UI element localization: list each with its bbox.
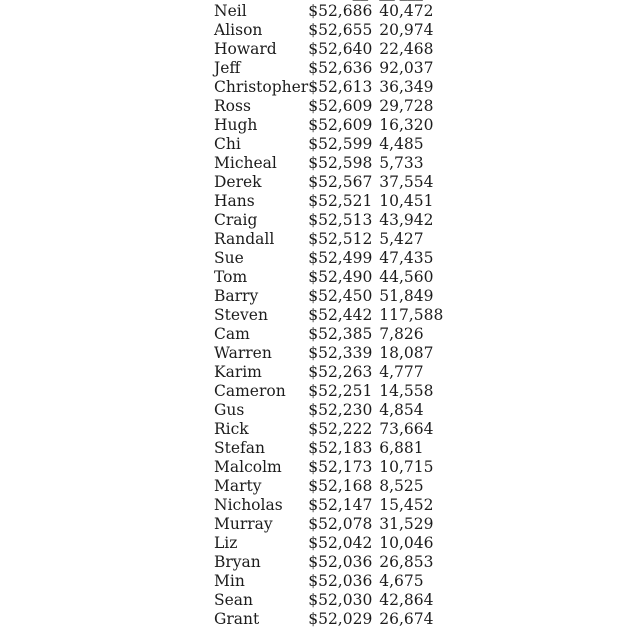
salary-cell: $52,230 (308, 401, 373, 419)
count-cell: 8,525 (379, 477, 424, 495)
salary-cell: $52,029 (308, 610, 373, 628)
name-cell: Rick (214, 420, 249, 438)
name-cell: Steven (214, 306, 268, 324)
count-cell: 10,046 (379, 534, 434, 552)
count-cell: 20,974 (379, 21, 434, 39)
salary-cell: $52,599 (308, 135, 373, 153)
name-cell: Murray (214, 515, 273, 533)
table-row (214, 287, 443, 306)
salary-cell: $52,499 (308, 249, 373, 267)
salary-cell: $52,030 (308, 591, 373, 609)
count-cell: 14,558 (379, 382, 434, 400)
salary-cell: $52,655 (308, 21, 373, 39)
table-row (214, 401, 443, 420)
salary-cell: $52,222 (308, 420, 373, 438)
count-cell: 10,715 (379, 458, 434, 476)
name-cell: Alison (214, 21, 263, 39)
name-cell: Hugh (214, 116, 258, 134)
salary-cell: $52,078 (308, 515, 373, 533)
table-row (214, 515, 443, 534)
count-cell: 22,468 (379, 40, 434, 58)
salary-cell: $52,442 (308, 306, 373, 324)
name-cell: Christopher (214, 78, 309, 96)
table-row (214, 116, 443, 135)
table-row (214, 534, 443, 553)
table-row (214, 553, 443, 572)
count-cell: 4,485 (379, 135, 424, 153)
count-cell: 47,435 (379, 249, 434, 267)
count-cell: 26,853 (379, 553, 434, 571)
table-row (214, 154, 443, 173)
table-row (214, 211, 443, 230)
name-cell: Jeff (214, 59, 241, 77)
count-cell: 51,849 (379, 287, 434, 305)
table-row (214, 477, 443, 496)
name-cell: Karim (214, 363, 262, 381)
salary-cell: $52,263 (308, 363, 373, 381)
salary-cell: $52,385 (308, 325, 373, 343)
count-cell: 117,588 (379, 306, 444, 324)
names-salary-table (214, 0, 443, 629)
salary-cell: $52,686 (308, 2, 373, 20)
count-cell: 43,942 (379, 211, 434, 229)
name-cell: Stefan (214, 439, 265, 457)
name-cell: Cam (214, 325, 250, 343)
salary-cell: $52,147 (308, 496, 373, 514)
table-row (214, 439, 443, 458)
count-cell: 36,349 (379, 78, 434, 96)
salary-cell: $52,613 (308, 78, 373, 96)
table-row (214, 78, 443, 97)
salary-cell: $52,036 (308, 553, 373, 571)
table-row (214, 59, 443, 78)
count-cell: 42,864 (379, 591, 434, 609)
count-cell: 18,087 (379, 344, 434, 362)
salary-cell: $52,036 (308, 572, 373, 590)
salary-cell: $52,640 (308, 40, 373, 58)
name-cell: Warren (214, 344, 272, 362)
name-cell: Bryan (214, 553, 261, 571)
name-cell: Derek (214, 173, 262, 191)
table-row (214, 591, 443, 610)
name-cell: Grant (214, 610, 260, 628)
name-cell: Craig (214, 211, 258, 229)
table-row (214, 40, 443, 59)
salary-cell: $52,173 (308, 458, 373, 476)
salary-cell: $52,183 (308, 439, 373, 457)
name-cell: Tom (214, 268, 248, 286)
table-row (214, 173, 443, 192)
table-row (214, 420, 443, 439)
table-row (214, 382, 443, 401)
table-row (214, 192, 443, 211)
count-cell: 40,472 (379, 2, 434, 20)
salary-cell: $52,490 (308, 268, 373, 286)
names-salary-table-wrapper (214, 0, 443, 629)
salary-cell: $52,168 (308, 477, 373, 495)
count-cell: 4,777 (379, 363, 424, 381)
name-cell: Howard (214, 40, 277, 58)
name-cell: Min (214, 572, 245, 590)
count-cell: 5,427 (379, 230, 424, 248)
name-cell: Marty (214, 477, 262, 495)
count-cell: 4,675 (379, 572, 424, 590)
name-cell: Liz (214, 534, 238, 552)
table-row (214, 363, 443, 382)
name-cell: Hans (214, 192, 255, 210)
name-cell: Cameron (214, 382, 286, 400)
name-cell: Neil (214, 2, 247, 20)
table-row (214, 249, 443, 268)
table-row (214, 97, 443, 116)
table-row (214, 458, 443, 477)
name-cell: Malcolm (214, 458, 282, 476)
name-cell: Randall (214, 230, 275, 248)
salary-cell: $52,567 (308, 173, 373, 191)
table-row (214, 496, 443, 515)
table-row (214, 572, 443, 591)
name-cell: Gus (214, 401, 245, 419)
table-row (214, 325, 443, 344)
count-cell: 10,451 (379, 192, 434, 210)
count-cell: 92,037 (379, 59, 434, 77)
count-cell: 6,881 (379, 439, 424, 457)
name-cell: Chi (214, 135, 241, 153)
name-cell: Ross (214, 97, 251, 115)
salary-cell: $52,042 (308, 534, 373, 552)
salary-cell: $52,598 (308, 154, 373, 172)
table-row (214, 344, 443, 363)
table-row (214, 135, 443, 154)
salary-cell: $52,636 (308, 59, 373, 77)
salary-cell: $52,609 (308, 116, 373, 134)
count-cell: 44,560 (379, 268, 434, 286)
table-row (214, 230, 443, 249)
count-cell: 5,733 (379, 154, 424, 172)
count-cell: 26,674 (379, 610, 434, 628)
count-cell: 31,529 (379, 515, 434, 533)
table-row (214, 268, 443, 287)
count-cell: 15,452 (379, 496, 434, 514)
count-cell: 7,826 (379, 325, 424, 343)
name-cell: Nicholas (214, 496, 283, 514)
count-cell: 29,728 (379, 97, 434, 115)
table-row (214, 610, 443, 629)
table-row (214, 306, 443, 325)
count-cell: 73,664 (379, 420, 434, 438)
count-cell: 4,854 (379, 401, 424, 419)
salary-cell: $52,513 (308, 211, 373, 229)
name-cell: Barry (214, 287, 259, 305)
count-cell: 37,554 (379, 173, 434, 191)
salary-cell: $52,450 (308, 287, 373, 305)
table-body (214, 0, 443, 629)
salary-cell: $52,251 (308, 382, 373, 400)
salary-cell: $52,609 (308, 97, 373, 115)
salary-cell: $52,512 (308, 230, 373, 248)
salary-cell: $52,339 (308, 344, 373, 362)
name-cell: Micheal (214, 154, 277, 172)
count-cell: 16,320 (379, 116, 434, 134)
table-row (214, 2, 443, 21)
name-cell: Sean (214, 591, 254, 609)
name-cell: Sue (214, 249, 244, 267)
table-row (214, 21, 443, 40)
salary-cell: $52,521 (308, 192, 373, 210)
